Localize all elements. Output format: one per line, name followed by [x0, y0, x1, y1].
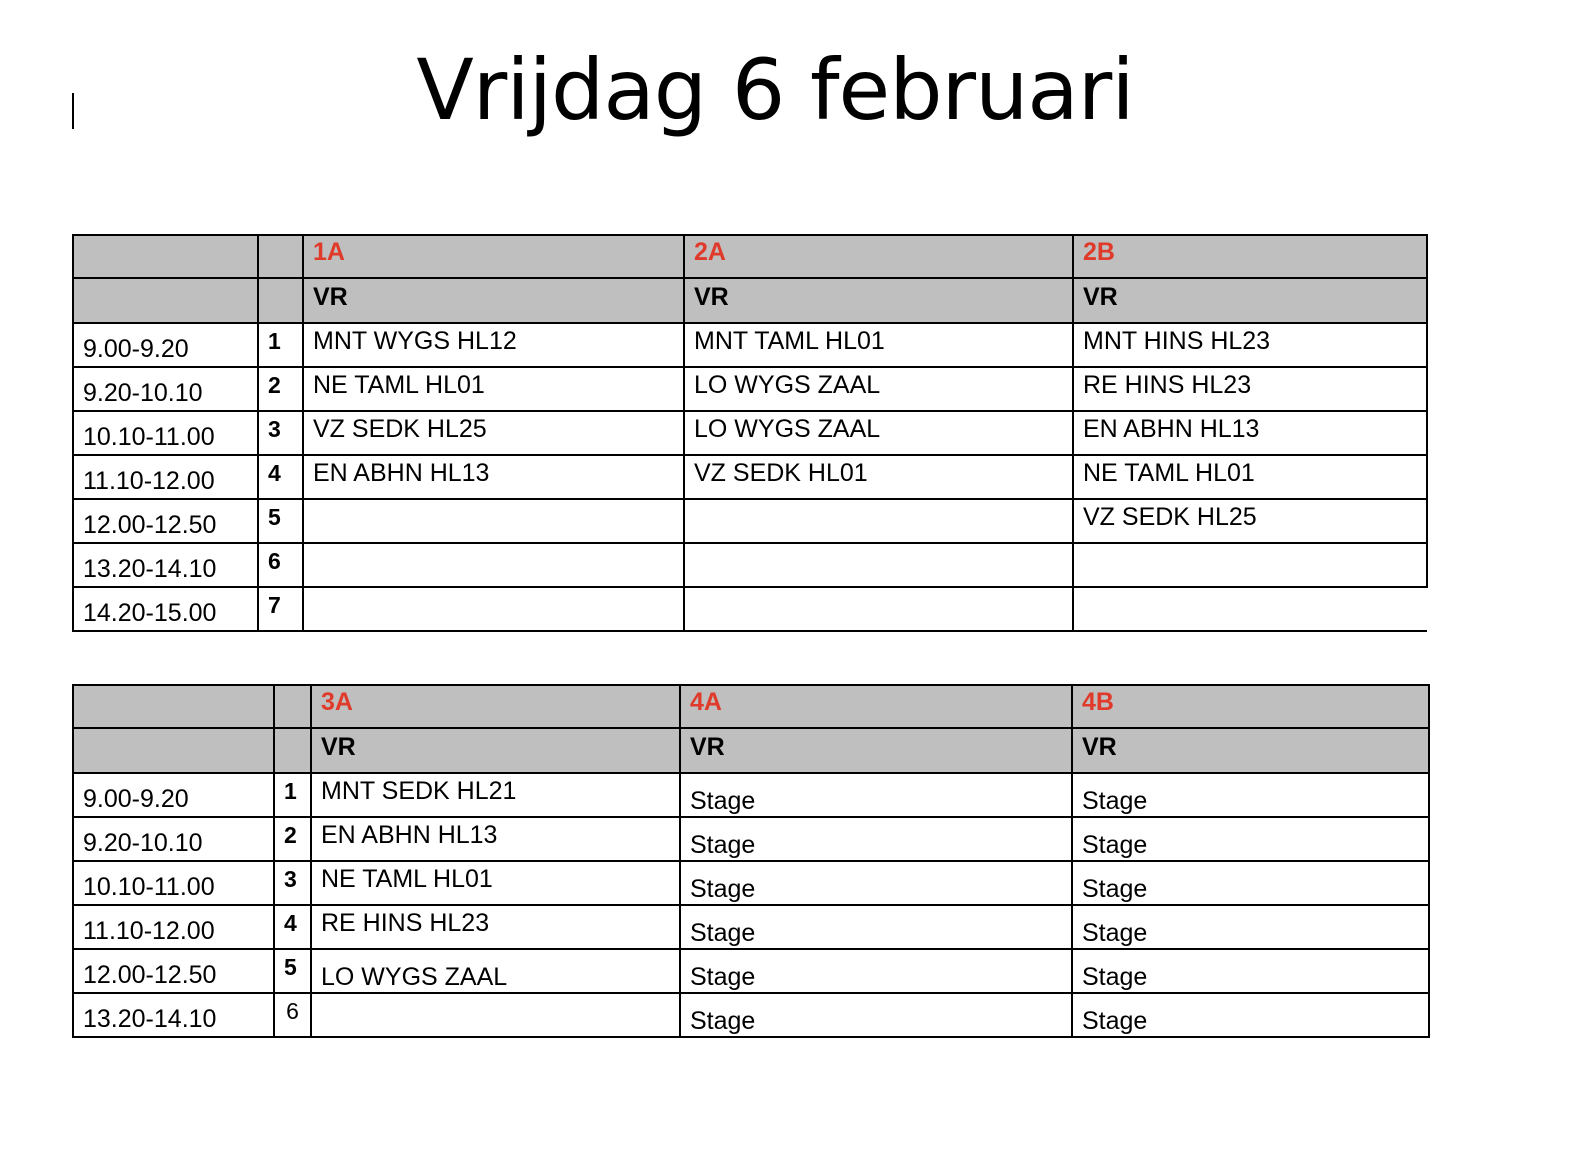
lesson-cell — [684, 587, 1073, 631]
period-number: 6 — [258, 543, 303, 587]
class-header-row — [73, 685, 1429, 728]
period-number: 5 — [258, 499, 303, 543]
time-cell: 10.10-11.00 — [73, 411, 258, 455]
period-number: 2 — [274, 817, 311, 861]
schedule-table-2 — [72, 684, 1430, 1038]
table-row — [73, 499, 1427, 543]
lesson-cell: MNT HINS HL23 — [1073, 323, 1427, 367]
lesson-cell — [303, 587, 684, 631]
lesson-cell: VZ SEDK HL25 — [1073, 499, 1427, 543]
day-header-row — [73, 278, 1427, 323]
time-cell: 11.10-12.00 — [73, 905, 274, 949]
schedule-table-1 — [72, 234, 1428, 632]
lesson-cell: MNT SEDK HL21 — [311, 773, 680, 817]
header-empty-cell — [73, 278, 258, 323]
day-label: VR — [303, 278, 684, 323]
lesson-cell: NE TAML HL01 — [1073, 455, 1427, 499]
table-row — [73, 905, 1429, 949]
table-row — [73, 773, 1429, 817]
period-number: 3 — [258, 411, 303, 455]
lesson-cell: EN ABHN HL13 — [311, 817, 680, 861]
period-number: 3 — [274, 861, 311, 905]
table-row — [73, 949, 1429, 993]
table-row — [73, 587, 1427, 631]
period-number: 7 — [258, 587, 303, 631]
lesson-cell: EN ABHN HL13 — [303, 455, 684, 499]
day-label: VR — [311, 728, 680, 773]
page-title: Vrijdag 6 februari — [416, 41, 1134, 139]
lesson-cell: Stage — [680, 817, 1072, 861]
lesson-cell: EN ABHN HL13 — [1073, 411, 1427, 455]
day-label: VR — [1073, 278, 1427, 323]
header-empty-cell — [258, 278, 303, 323]
time-cell: 12.00-12.50 — [73, 499, 258, 543]
time-cell: 12.00-12.50 — [73, 949, 274, 993]
lesson-cell: RE HINS HL23 — [1073, 367, 1427, 411]
period-number: 2 — [258, 367, 303, 411]
time-cell: 9.20-10.10 — [73, 367, 258, 411]
lesson-cell: LO WYGS ZAAL — [311, 949, 680, 993]
header-empty-cell — [73, 685, 274, 728]
class-label-4b: 4B — [1072, 685, 1429, 728]
lesson-cell: Stage — [680, 905, 1072, 949]
class-label-2b: 2B — [1073, 235, 1427, 278]
lesson-cell: Stage — [1072, 905, 1429, 949]
time-cell: 10.10-11.00 — [73, 861, 274, 905]
lesson-cell: Stage — [1072, 993, 1429, 1037]
period-number: 6 — [274, 993, 311, 1037]
lesson-cell: LO WYGS ZAAL — [684, 367, 1073, 411]
class-label-3a: 3A — [311, 685, 680, 728]
lesson-cell: Stage — [680, 993, 1072, 1037]
lesson-cell: RE HINS HL23 — [311, 905, 680, 949]
header-empty-cell — [274, 728, 311, 773]
lesson-cell: LO WYGS ZAAL — [684, 411, 1073, 455]
period-number: 1 — [274, 773, 311, 817]
table-row — [73, 367, 1427, 411]
time-cell: 9.00-9.20 — [73, 773, 274, 817]
lesson-cell: Stage — [1072, 861, 1429, 905]
class-label-2a: 2A — [684, 235, 1073, 278]
time-cell: 13.20-14.10 — [73, 543, 258, 587]
class-label-4a: 4A — [680, 685, 1072, 728]
header-empty-cell — [73, 728, 274, 773]
lesson-cell — [1073, 543, 1427, 587]
table-row — [73, 543, 1427, 587]
table-row — [73, 455, 1427, 499]
lesson-cell — [303, 499, 684, 543]
header-empty-cell — [274, 685, 311, 728]
lesson-cell: Stage — [1072, 773, 1429, 817]
class-label-1a: 1A — [303, 235, 684, 278]
lesson-cell: VZ SEDK HL25 — [303, 411, 684, 455]
lesson-cell — [1073, 587, 1427, 631]
lesson-cell: Stage — [680, 949, 1072, 993]
lesson-cell: Stage — [1072, 949, 1429, 993]
lesson-cell: MNT WYGS HL12 — [303, 323, 684, 367]
period-number: 4 — [274, 905, 311, 949]
lesson-cell: NE TAML HL01 — [303, 367, 684, 411]
lesson-cell: VZ SEDK HL01 — [684, 455, 1073, 499]
class-header-row — [73, 235, 1427, 278]
table-row — [73, 323, 1427, 367]
day-label: VR — [1072, 728, 1429, 773]
lesson-cell — [684, 543, 1073, 587]
lesson-cell: NE TAML HL01 — [311, 861, 680, 905]
lesson-cell: Stage — [680, 773, 1072, 817]
time-cell: 13.20-14.10 — [73, 993, 274, 1037]
time-cell: 9.20-10.10 — [73, 817, 274, 861]
table-row — [73, 993, 1429, 1037]
period-number: 1 — [258, 323, 303, 367]
time-cell: 11.10-12.00 — [73, 455, 258, 499]
table-row — [73, 861, 1429, 905]
lesson-cell: Stage — [1072, 817, 1429, 861]
table-row — [73, 817, 1429, 861]
lesson-cell: MNT TAML HL01 — [684, 323, 1073, 367]
day-label: VR — [680, 728, 1072, 773]
lesson-cell — [303, 543, 684, 587]
day-header-row — [73, 728, 1429, 773]
day-label: VR — [684, 278, 1073, 323]
header-empty-cell — [258, 235, 303, 278]
lesson-cell — [311, 993, 680, 1037]
table-row — [73, 411, 1427, 455]
period-number: 5 — [274, 949, 311, 993]
time-cell: 9.00-9.20 — [73, 323, 258, 367]
header-empty-cell — [73, 235, 258, 278]
lesson-cell — [684, 499, 1073, 543]
lesson-cell: Stage — [680, 861, 1072, 905]
period-number: 4 — [258, 455, 303, 499]
time-cell: 14.20-15.00 — [73, 587, 258, 631]
